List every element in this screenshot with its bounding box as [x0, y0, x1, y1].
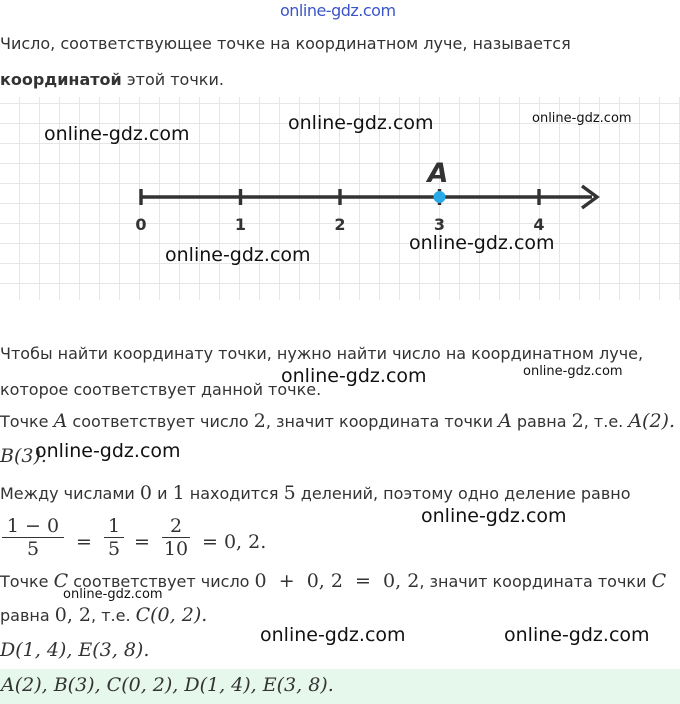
points-d-e-line: D(1, 4), E(3, 8). [0, 639, 150, 661]
intro-line-2-rest: этой точки. [121, 70, 224, 89]
ray-tick-label: 1 [234, 215, 247, 234]
watermark-4: online-gdz.com [165, 244, 311, 266]
point-a-dot [434, 191, 446, 203]
answer-text: A(2), B(3), C(0, 2), D(1, 4), E(3, 8). [1, 674, 334, 696]
text-fragment: Между числами [0, 484, 140, 503]
math-2: 2 [253, 410, 266, 432]
ray-tick-label: 4 [533, 215, 545, 234]
watermark-12: online-gdz.com [504, 624, 650, 646]
text-fragment: делений, поэтому одно деление равно [295, 484, 631, 503]
top-watermark: online-gdz.com [280, 1, 396, 20]
equals-sign: = [76, 531, 92, 553]
fraction-1-denominator: 5 [26, 538, 40, 560]
text-fragment: и [152, 484, 173, 503]
math-0-2: 0, 2 [54, 604, 92, 626]
intro-line-1: Число, соответствующее точке на координатном луче, называется [0, 34, 571, 53]
watermark-5: online-gdz.com [409, 232, 555, 254]
math-a: A [498, 410, 512, 432]
math-c: C [651, 570, 667, 592]
watermark-7: online-gdz.com [523, 364, 623, 379]
text-fragment: , значит координата точки [419, 572, 652, 591]
text-fragment: равна [0, 606, 55, 625]
answer-box [0, 669, 680, 704]
fraction-1-numerator: 1 − 0 [6, 515, 60, 537]
division-line [0, 482, 631, 504]
watermark-3: online-gdz.com [532, 111, 632, 126]
text-fragment: соответствует число [68, 572, 255, 591]
ray-tick-label: 2 [334, 215, 346, 234]
text-fragment: находится [184, 484, 284, 503]
watermark-2: online-gdz.com [288, 112, 434, 134]
ray-tick-label: 0 [135, 215, 147, 234]
equals-sign: = [134, 531, 150, 553]
intro-bold-term: координатой [0, 70, 122, 89]
fraction-3-denominator: 10 [163, 538, 189, 560]
watermark-9: online-gdz.com [421, 505, 567, 527]
fraction-3-numerator: 2 [169, 515, 183, 537]
intro-line-2 [0, 70, 224, 89]
para1-line-2: которое соответствует данной точке. [0, 380, 322, 399]
watermark-6: online-gdz.com [281, 365, 427, 387]
math-5: 5 [283, 482, 296, 504]
math-a: A [53, 410, 68, 432]
point-a-label: A [427, 158, 449, 189]
fraction-3 [162, 515, 190, 560]
fraction-1 [2, 515, 64, 560]
watermark-10: online-gdz.com [63, 587, 163, 602]
text-fragment: , т.е. [583, 412, 629, 431]
text-fragment: равна [511, 412, 572, 431]
math-2: 2 [571, 410, 584, 432]
fraction-2-numerator: 1 [107, 515, 121, 537]
fraction-result: = 0, 2. [202, 531, 267, 553]
math-1: 1 [172, 482, 185, 504]
math-a-2: A(2). [628, 410, 676, 432]
text-fragment: , т.е. [91, 606, 136, 625]
para1-line-1: Чтобы найти координату точки, нужно найти число на координатном луче, [0, 344, 644, 363]
math-0: 0 [139, 482, 153, 504]
text-fragment: , значит координата точки [265, 412, 499, 431]
fraction-2-denominator: 5 [107, 538, 121, 560]
math-c: C [53, 570, 69, 592]
fraction-2 [104, 515, 124, 560]
text-fragment: Точке [0, 572, 54, 591]
watermark-1: online-gdz.com [44, 123, 190, 145]
point-b-line: B(3). [0, 445, 47, 467]
point-c-line-2 [0, 604, 207, 626]
ray-tick-label: 3 [433, 215, 446, 234]
text-fragment: Точке [0, 412, 54, 431]
text-fragment: соответствует число [67, 412, 254, 431]
math-c-0-2: C(0, 2). [135, 604, 208, 626]
watermark-11: online-gdz.com [260, 624, 406, 646]
math-expression: 0 + 0, 2 = 0, 2 [254, 570, 420, 592]
point-a-line [0, 410, 675, 432]
watermark-8: online-gdz.com [35, 440, 181, 462]
